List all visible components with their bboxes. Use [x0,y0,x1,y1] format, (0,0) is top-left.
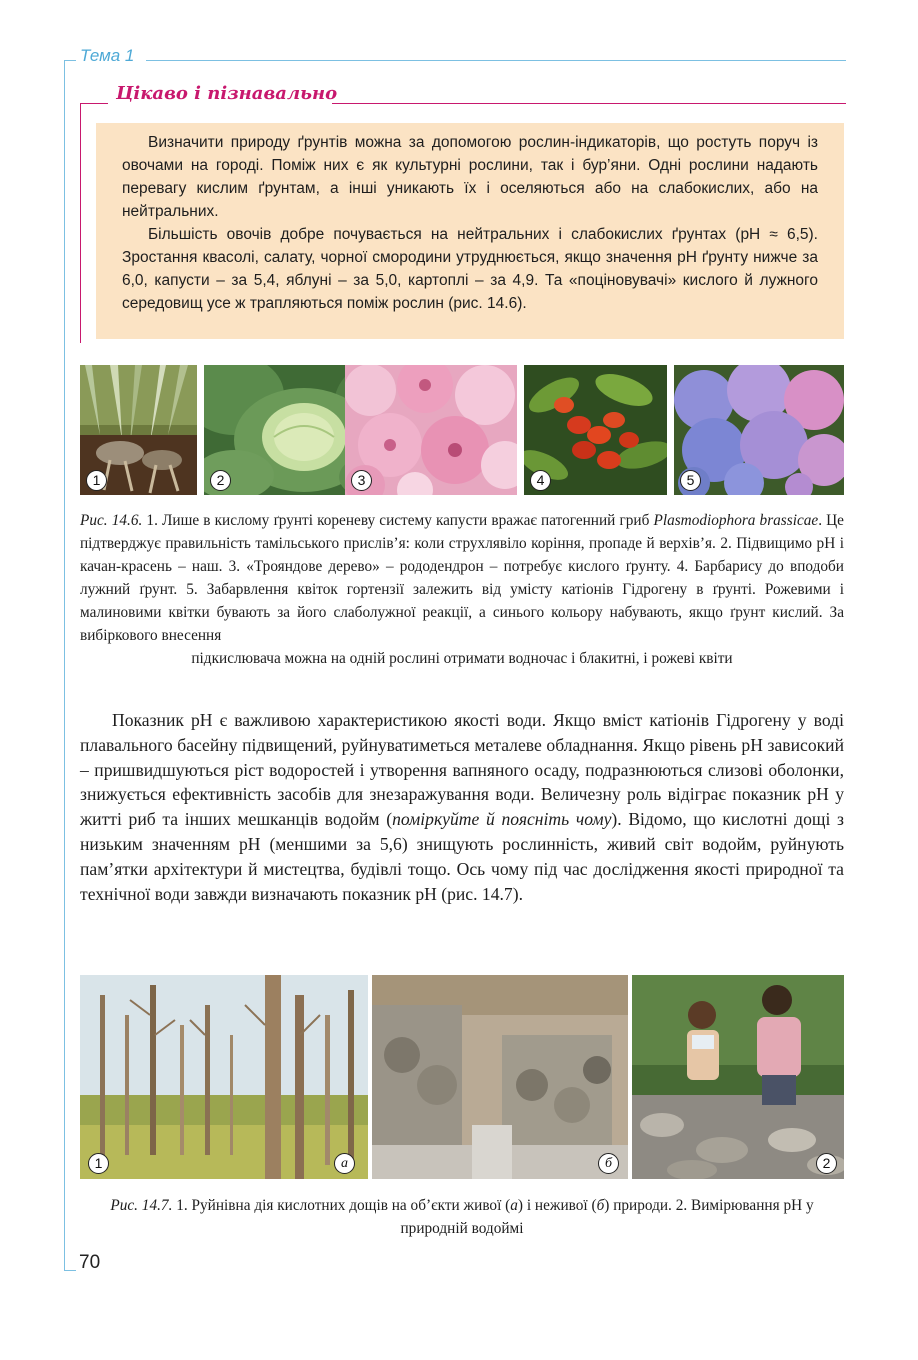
paragraph-text: Показник pH є важливою характеристикою якості води. Якщо вміст катіонів Гідрогену у воді плавального басейну підвищений, руйнуватиметься металеве обладнання. Якщо рівень pH зависокий – пришвидшуються ріст водоростей і утворення вапняного осаду, подразнюються слизові оболонки, знижується ефективність засобів для знезаражування води. Величезну роль відіграє показник pH у житті риб та інших мешканців водойм ( [80,710,844,830]
figure-badge: 4 [530,470,551,491]
section-title-line [332,103,846,104]
info-paragraph: Більшість овочів добре почувається на нейтральних і слабокислих ґрунтах (pH ≈ 6,5). Зростання квасолі, салату, чорної смородини утруднюється, якщо значення pH ґрунту нижче за 6,0, капусти – за 5,4, яблуні – за 5,0, картоплі – за 4,9. Та «поціновувачі» кислого й лужного середовищ усе ж трапляються поміж рослин (рис. 14.6). [122,226,818,312]
caption-tail: підкислювача можна на одній рослині отримати водночас і блакитні, і рожеві квіти [191,650,733,667]
barberry-photo [524,365,667,495]
figure-badge: 2 [210,470,231,491]
figure-badge: 2 [816,1153,837,1174]
cabbage-roots-photo [80,365,197,495]
caption-text: ) природи. 2. Вимірювання pH у природній водоймі [400,1197,814,1237]
page-margin-rule [64,60,65,1270]
figure-badge: 1 [88,1153,109,1174]
figure-badge: 1 [86,470,107,491]
figure-badge: б [598,1153,619,1174]
section-vertical-rule [80,103,81,343]
paragraph-text: ). Відомо, що кислотні дощі з низьким значенням pH (меншими за 5,6) знищують рослинність, живий світ водойм, руйнують пам’ятки архітектури й мистецтва, будівлі тощо. Ось чому під час дослідження якості природної та технічної води завжди визначають показник pH (рис. 14.7). [80,809,844,904]
paragraph-emphasis: поміркуйте й поясніть чому [392,809,612,830]
hydrangea-photo [674,365,844,495]
figure-badge: а [334,1153,355,1174]
figure-badge: 5 [680,470,701,491]
caption-text: ) і неживої ( [517,1197,597,1214]
page-number: 70 [79,1252,101,1273]
main-paragraph [80,708,844,906]
info-box [96,123,844,339]
stone-carving-photo [372,975,628,1179]
caption-label: Рис. 14.7. [110,1197,173,1214]
page-margin-rule-bottom [64,1270,76,1271]
theme-header-line [146,60,846,61]
caption-letter-b: б [596,1197,605,1214]
page-margin-rule-top [64,60,76,61]
info-paragraph: Визначити природу ґрунтів можна за допомогою рослин-індикаторів, що ростуть поруч із овочами на городі. Поміж них є як культурні рослини, так і бур’яни. Одні рослини надають перевагу кислим ґрунтам, а інші уникають їх і оселяються або на слабокислих, або на нейтральних. [122,134,818,220]
people-measuring-ph-photo [632,975,844,1179]
caption-text: 1. Лише в кислому ґрунті кореневу систему капусти вражає патогенний гриб [142,512,654,529]
caption-text: 1. Руйнівна дія кислотних дощів на об’єкти живої ( [172,1197,511,1214]
rhododendron-photo [345,365,517,495]
figure-14-7-caption [80,1194,844,1240]
theme-label: Тема 1 [80,46,135,65]
caption-letter-a: а [510,1197,518,1214]
caption-species: Plasmodiophora brassicae [653,512,819,529]
dead-forest-photo [80,975,368,1179]
figure-14-6-caption [80,509,844,670]
caption-text: . Це підтверджує правильність тамільського прислів’я: коли струхлявіло коріння, пропаде й верхів’я. 2. Підвищимо pH і качан-красень – наш. 3. «Трояндове дерево» – рододендрон – потребує кислого ґрунту. 4. Барбарису до вподоби лужний ґрунт. 5. Забарвлення квіток гортензії залежить від умісту катіонів Гідрогену в ґрунті. Рожевими і малиновими квітки бувають за його слаболужної реакції, а синього кольору набувають, якщо ґрунт кислий. За вибіркового внесення [80,512,844,644]
section-title-stub [80,103,108,104]
figure-badge: 3 [351,470,372,491]
section-title: Цікаво і пізнавально [116,83,338,104]
caption-label: Рис. 14.6. [80,512,143,529]
